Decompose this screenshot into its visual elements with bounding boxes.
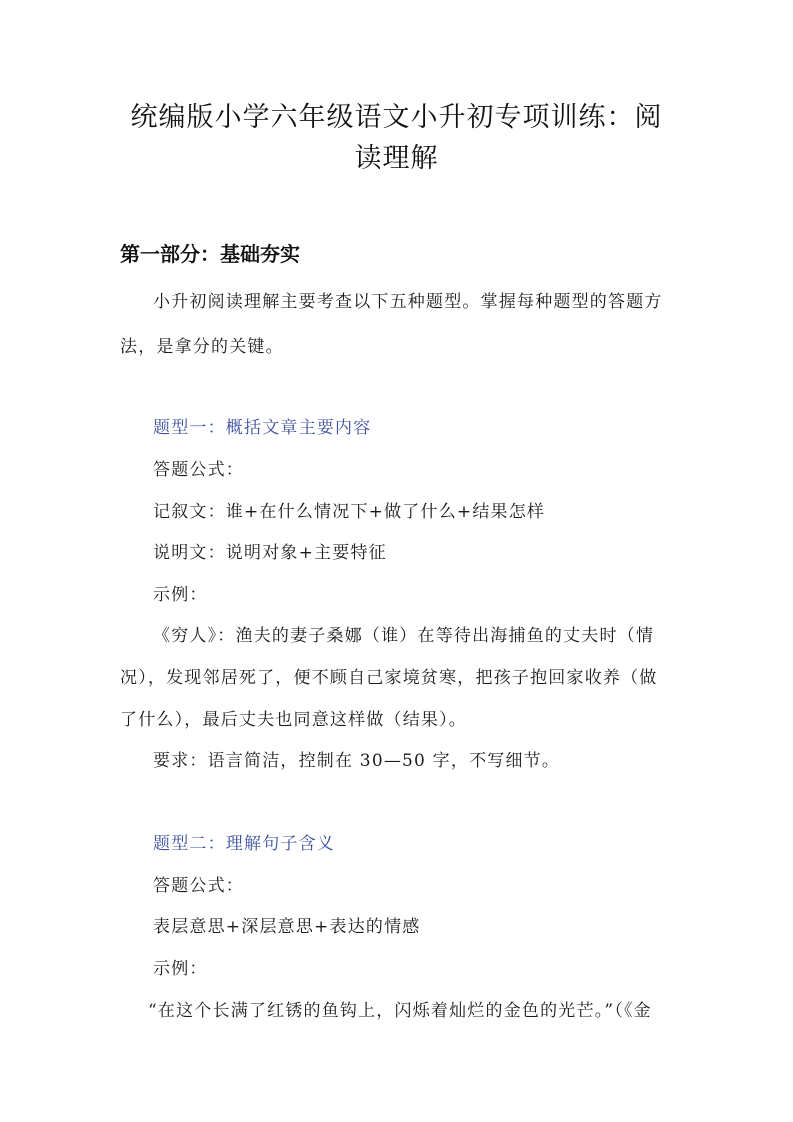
type2-formula-label: 答题公式： [153,876,244,896]
type1-example-label: 示例： [153,585,208,605]
part1-heading: 第一部分：基础夯实 [120,242,300,266]
intro-paragraph-line-1: 小升初阅读理解主要考查以下五种题型。掌握每种题型的答题方 [153,292,663,312]
document-title-line-2: 读理解 [354,143,439,174]
type2-heading: 题型二：理解句子含义 [153,834,335,854]
type1-formula-label: 答题公式： [153,460,244,480]
intro-paragraph-line-2: 法，是拿分的关键。 [120,337,284,357]
type1-example-line-3: 了什么），最后丈夫也同意这样做（结果）。 [120,710,467,730]
type1-expository-formula: 说明文：说明对象+主要特征 [153,543,387,563]
type1-example-line-2: 况），发现邻居死了，便不顾自己家境贫寒，把孩子抱回家收养（做 [120,668,658,688]
type2-example-label: 示例： [153,959,208,979]
type2-example-line-1: “在这个长满了红锈的鱼钩上，闪烁着灿烂的金色的光芒。”（《金 [148,1001,652,1021]
type1-narrative-formula: 记叙文：谁+在什么情况下+做了什么+结果怎样 [153,502,546,522]
type1-heading: 题型一：概括文章主要内容 [153,418,372,438]
type2-formula: 表层意思+深层意思+表达的情感 [153,917,421,937]
type1-requirement: 要求：语言简洁，控制在 30—50 字，不写细节。 [153,751,561,771]
type1-example-line-1: 《穷人》：渔夫的妻子桑娜（谁）在等待出海捕鱼的丈夫时（情 [153,626,655,646]
document-title-line-1: 统编版小学六年级语文小升初专项训练：阅 [130,102,663,133]
